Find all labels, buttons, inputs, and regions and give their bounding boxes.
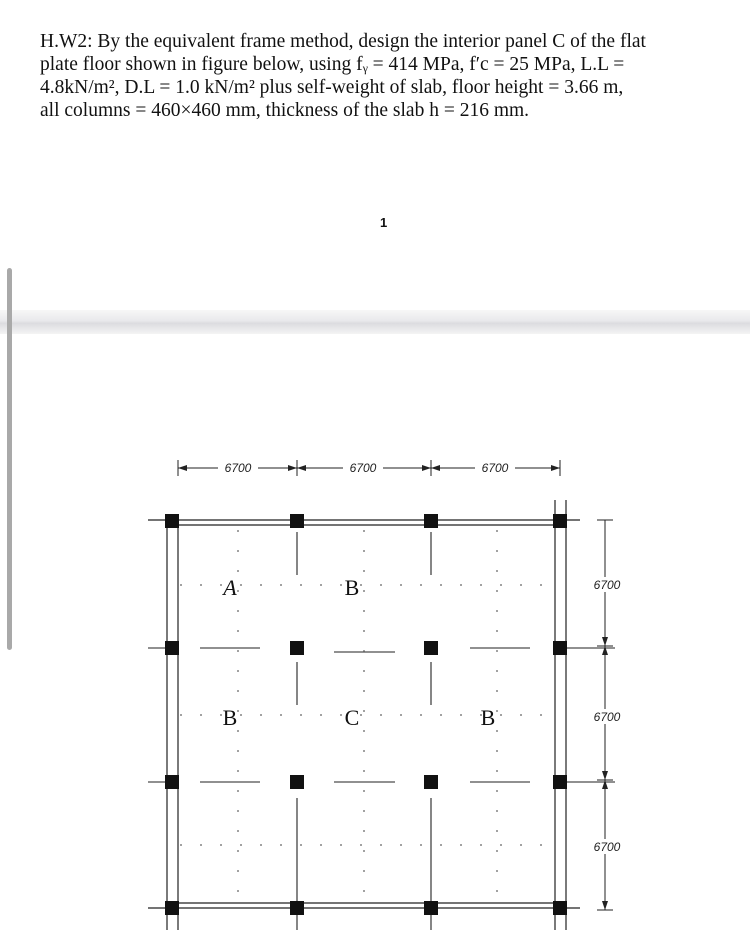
problem-line-1: H.W2: By the equivalent frame method, design the interior panel C of the flat [40,31,646,52]
problem-statement [40,30,730,122]
column [290,775,304,789]
panel-label-b-top: B [344,575,360,600]
column [165,775,179,789]
span-label-x-2: 6700 [349,461,377,475]
span-label-y-3: 6700 [593,840,621,854]
column [165,641,179,655]
column [553,775,567,789]
panel-label-c: C [344,705,360,730]
span-label-y-1: 6700 [593,578,621,592]
page-divider [0,310,750,334]
column [290,514,304,528]
column [553,514,567,528]
page-number: 1 [380,215,388,230]
span-label-x-1: 6700 [224,461,252,475]
column [424,901,438,915]
column [424,514,438,528]
panel-label-b-left: B [222,705,238,730]
span-label-x-3: 6700 [481,461,509,475]
column [424,775,438,789]
column [553,641,567,655]
problem-line-4: all columns = 460×460 mm, thickness of the slab h = 216 mm. [40,100,530,121]
problem-line-2: plate floor shown in figure below, using fᵧ = 414 MPa, f′c = 25 MPa, L.L = [40,54,625,75]
column [290,901,304,915]
column [424,641,438,655]
floor-plan-figure [0,440,750,941]
slab-outline [148,500,580,930]
span-label-y-2: 6700 [593,710,621,724]
column [553,901,567,915]
panel-label-b-right: B [480,705,496,730]
column [165,514,179,528]
column-strip-lines [148,525,615,930]
panel-label-a: A [223,575,237,600]
column [290,641,304,655]
problem-line-3: 4.8kN/m², D.L = 1.0 kN/m² plus self-weight of slab, floor height = 3.66 m, [40,77,624,98]
column [165,901,179,915]
